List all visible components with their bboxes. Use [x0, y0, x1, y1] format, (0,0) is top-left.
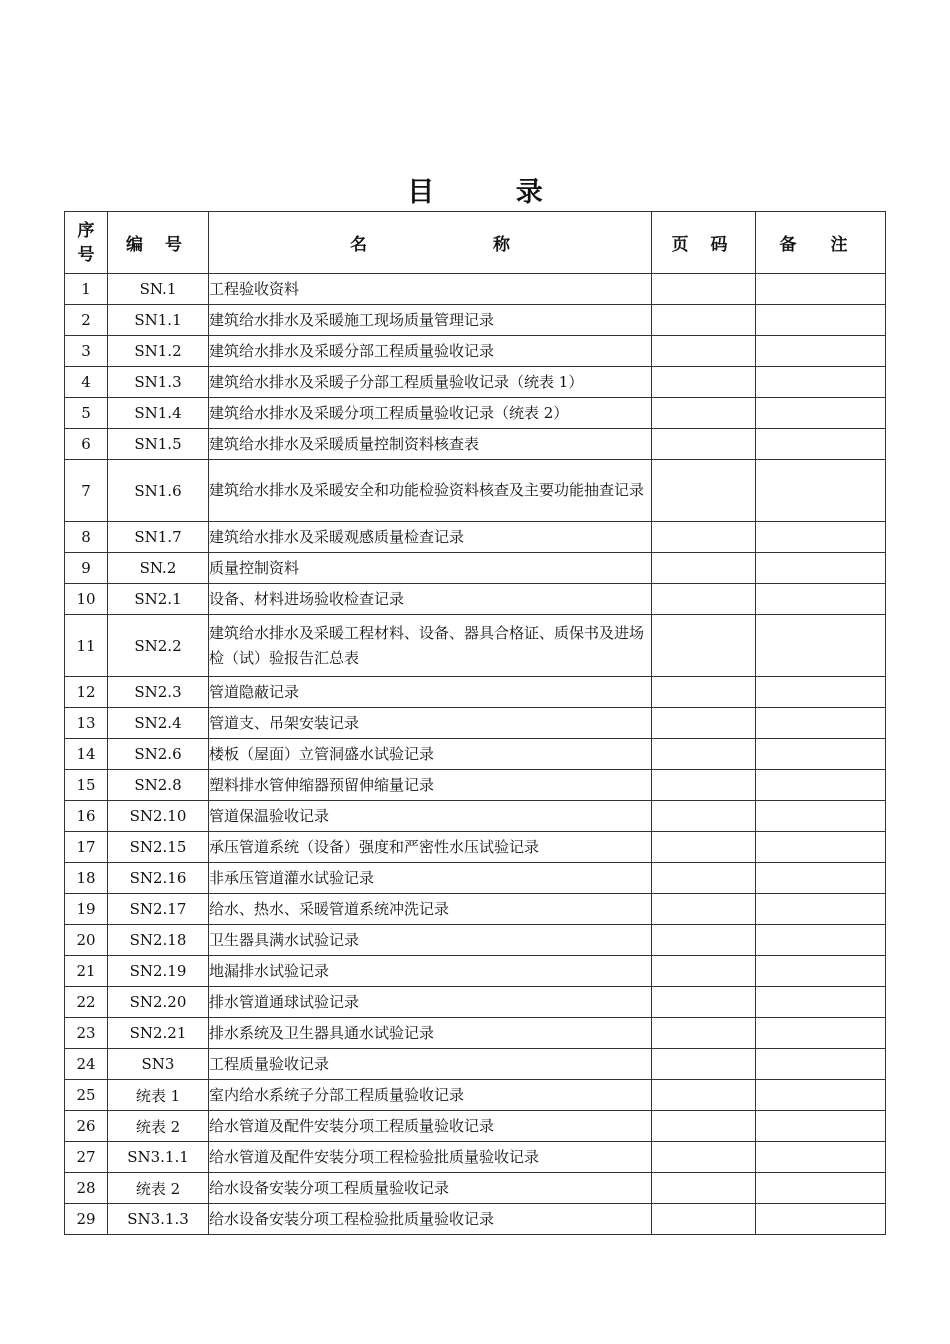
- row-page: [652, 336, 756, 367]
- row-name: 建筑给水排水及采暖子分部工程质量验收记录（统表 1）: [209, 367, 652, 398]
- row-name: 建筑给水排水及采暖工程材料、设备、器具合格证、质保书及进场检（试）验报告汇总表: [209, 615, 652, 677]
- row-page: [652, 1049, 756, 1080]
- table-row: [65, 956, 886, 987]
- row-code: SN.2: [108, 553, 209, 584]
- row-seq: 23: [65, 1018, 108, 1049]
- table-row: [65, 677, 886, 708]
- row-code: SN1.2: [108, 336, 209, 367]
- row-name: 建筑给水排水及采暖观感质量检查记录: [209, 522, 652, 553]
- row-code: SN2.10: [108, 801, 209, 832]
- row-seq: 22: [65, 987, 108, 1018]
- row-name: 管道保温验收记录: [209, 801, 652, 832]
- table-row: [65, 925, 886, 956]
- row-code: SN2.17: [108, 894, 209, 925]
- row-name: 建筑给水排水及采暖分部工程质量验收记录: [209, 336, 652, 367]
- table-row: [65, 1080, 886, 1111]
- row-note: [756, 615, 886, 677]
- row-note: [756, 367, 886, 398]
- row-page: [652, 956, 756, 987]
- row-name: 质量控制资料: [209, 553, 652, 584]
- row-note: [756, 1204, 886, 1235]
- row-seq: 10: [65, 584, 108, 615]
- row-name: 给水设备安装分项工程检验批质量验收记录: [209, 1204, 652, 1235]
- table-row: [65, 367, 886, 398]
- row-code: SN1.7: [108, 522, 209, 553]
- row-name: 承压管道系统（设备）强度和严密性水压试验记录: [209, 832, 652, 863]
- row-seq: 14: [65, 739, 108, 770]
- header-page: 页 码: [652, 212, 756, 274]
- row-name: 排水系统及卫生器具通水试验记录: [209, 1018, 652, 1049]
- row-code: SN3.1.1: [108, 1142, 209, 1173]
- row-page: [652, 398, 756, 429]
- table-row: [65, 1204, 886, 1235]
- row-note: [756, 863, 886, 894]
- row-note: [756, 708, 886, 739]
- row-note: [756, 1142, 886, 1173]
- row-name: 地漏排水试验记录: [209, 956, 652, 987]
- row-code: SN2.6: [108, 739, 209, 770]
- table-row: [65, 708, 886, 739]
- row-note: [756, 1111, 886, 1142]
- page-title: 目 录: [407, 177, 579, 208]
- header-name: [209, 212, 652, 274]
- row-name: 建筑给水排水及采暖安全和功能检验资料核查及主要功能抽查记录: [209, 460, 652, 522]
- row-name: 建筑给水排水及采暖质量控制资料核查表: [209, 429, 652, 460]
- row-code: SN2.15: [108, 832, 209, 863]
- row-seq: 2: [65, 305, 108, 336]
- row-note: [756, 522, 886, 553]
- row-note: [756, 894, 886, 925]
- row-page: [652, 925, 756, 956]
- row-page: [652, 1204, 756, 1235]
- row-code: SN2.8: [108, 770, 209, 801]
- row-code: SN2.16: [108, 863, 209, 894]
- row-code: SN1.5: [108, 429, 209, 460]
- row-code: 统表 2: [108, 1111, 209, 1142]
- row-name: 建筑给水排水及采暖分项工程质量验收记录（统表 2）: [209, 398, 652, 429]
- row-seq: 29: [65, 1204, 108, 1235]
- row-note: [756, 1049, 886, 1080]
- row-page: [652, 832, 756, 863]
- row-code: 统表 2: [108, 1173, 209, 1204]
- row-name: 塑料排水管伸缩器预留伸缩量记录: [209, 770, 652, 801]
- row-seq: 26: [65, 1111, 108, 1142]
- row-page: [652, 1111, 756, 1142]
- row-seq: 3: [65, 336, 108, 367]
- table-row: [65, 770, 886, 801]
- row-code: SN2.19: [108, 956, 209, 987]
- row-page: [652, 863, 756, 894]
- row-note: [756, 1173, 886, 1204]
- table-row: [65, 987, 886, 1018]
- row-page: [652, 1018, 756, 1049]
- row-note: [756, 956, 886, 987]
- row-page: [652, 677, 756, 708]
- table-row: [65, 553, 886, 584]
- row-note: [756, 770, 886, 801]
- row-page: [652, 553, 756, 584]
- header-name-label: 名 称: [350, 235, 570, 255]
- row-name: 设备、材料进场验收检查记录: [209, 584, 652, 615]
- row-seq: 11: [65, 615, 108, 677]
- row-code: SN2.1: [108, 584, 209, 615]
- row-note: [756, 584, 886, 615]
- row-name: 室内给水系统子分部工程质量验收记录: [209, 1080, 652, 1111]
- row-note: [756, 398, 886, 429]
- table-row: [65, 429, 886, 460]
- table-row: [65, 1111, 886, 1142]
- row-code: SN2.3: [108, 677, 209, 708]
- table-row: [65, 584, 886, 615]
- row-note: [756, 739, 886, 770]
- row-seq: 12: [65, 677, 108, 708]
- row-page: [652, 739, 756, 770]
- header-code: 编 号: [108, 212, 209, 274]
- table-row: [65, 1049, 886, 1080]
- row-seq: 28: [65, 1173, 108, 1204]
- table-row: [65, 894, 886, 925]
- row-seq: 13: [65, 708, 108, 739]
- row-page: [652, 460, 756, 522]
- table-row: [65, 336, 886, 367]
- row-name: 给水管道及配件安装分项工程检验批质量验收记录: [209, 1142, 652, 1173]
- row-page: [652, 770, 756, 801]
- row-seq: 4: [65, 367, 108, 398]
- table-row: [65, 1142, 886, 1173]
- row-name: 建筑给水排水及采暖施工现场质量管理记录: [209, 305, 652, 336]
- header-row: [65, 212, 886, 274]
- row-page: [652, 274, 756, 305]
- header-seq-label: 序号: [77, 220, 95, 265]
- row-seq: 5: [65, 398, 108, 429]
- row-code: SN2.20: [108, 987, 209, 1018]
- table-row: [65, 863, 886, 894]
- row-note: [756, 429, 886, 460]
- row-page: [652, 305, 756, 336]
- table-row: [65, 522, 886, 553]
- table-row: [65, 398, 886, 429]
- row-page: [652, 1142, 756, 1173]
- row-code: SN.1: [108, 274, 209, 305]
- row-name: 工程质量验收记录: [209, 1049, 652, 1080]
- row-note: [756, 460, 886, 522]
- row-seq: 17: [65, 832, 108, 863]
- row-note: [756, 553, 886, 584]
- table-row: [65, 615, 886, 677]
- row-seq: 15: [65, 770, 108, 801]
- row-page: [652, 801, 756, 832]
- row-name: 给水设备安装分项工程质量验收记录: [209, 1173, 652, 1204]
- row-page: [652, 1080, 756, 1111]
- row-note: [756, 832, 886, 863]
- row-note: [756, 1080, 886, 1111]
- row-note: [756, 1018, 886, 1049]
- row-name: 楼板（屋面）立管洞盛水试验记录: [209, 739, 652, 770]
- row-code: SN2.4: [108, 708, 209, 739]
- row-code: SN2.18: [108, 925, 209, 956]
- row-note: [756, 925, 886, 956]
- row-name: 管道隐蔽记录: [209, 677, 652, 708]
- row-note: [756, 987, 886, 1018]
- row-seq: 20: [65, 925, 108, 956]
- row-page: [652, 894, 756, 925]
- row-note: [756, 336, 886, 367]
- row-code: SN2.2: [108, 615, 209, 677]
- row-seq: 16: [65, 801, 108, 832]
- row-page: [652, 708, 756, 739]
- row-code: SN2.21: [108, 1018, 209, 1049]
- header-note: 备 注: [756, 212, 886, 274]
- row-name: 卫生器具满水试验记录: [209, 925, 652, 956]
- row-name: 工程验收资料: [209, 274, 652, 305]
- row-note: [756, 677, 886, 708]
- row-code: SN1.3: [108, 367, 209, 398]
- row-note: [756, 801, 886, 832]
- row-page: [652, 584, 756, 615]
- row-page: [652, 615, 756, 677]
- row-code: SN3: [108, 1049, 209, 1080]
- table-row: [65, 460, 886, 522]
- row-name: 排水管道通球试验记录: [209, 987, 652, 1018]
- row-page: [652, 987, 756, 1018]
- row-code: SN1.4: [108, 398, 209, 429]
- row-seq: 19: [65, 894, 108, 925]
- row-seq: 18: [65, 863, 108, 894]
- row-note: [756, 274, 886, 305]
- table-row: [65, 305, 886, 336]
- row-seq: 24: [65, 1049, 108, 1080]
- table-row: [65, 739, 886, 770]
- row-seq: 9: [65, 553, 108, 584]
- table-row: [65, 274, 886, 305]
- row-note: [756, 305, 886, 336]
- row-name: 给水、热水、采暖管道系统冲洗记录: [209, 894, 652, 925]
- row-seq: 25: [65, 1080, 108, 1111]
- table-row: [65, 832, 886, 863]
- row-seq: 21: [65, 956, 108, 987]
- row-seq: 7: [65, 460, 108, 522]
- row-page: [652, 522, 756, 553]
- row-code: SN3.1.3: [108, 1204, 209, 1235]
- row-page: [652, 429, 756, 460]
- row-seq: 6: [65, 429, 108, 460]
- row-code: 统表 1: [108, 1080, 209, 1111]
- row-name: 给水管道及配件安装分项工程质量验收记录: [209, 1111, 652, 1142]
- row-code: SN1.1: [108, 305, 209, 336]
- row-seq: 27: [65, 1142, 108, 1173]
- row-code: SN1.6: [108, 460, 209, 522]
- table-row: [65, 1173, 886, 1204]
- row-seq: 1: [65, 274, 108, 305]
- table-row: [65, 801, 886, 832]
- row-page: [652, 367, 756, 398]
- header-seq: [65, 212, 108, 274]
- row-seq: 8: [65, 522, 108, 553]
- table-row: [65, 1018, 886, 1049]
- row-page: [652, 1173, 756, 1204]
- row-name: 管道支、吊架安装记录: [209, 708, 652, 739]
- contents-table: [64, 211, 886, 1235]
- row-name: 非承压管道灌水试验记录: [209, 863, 652, 894]
